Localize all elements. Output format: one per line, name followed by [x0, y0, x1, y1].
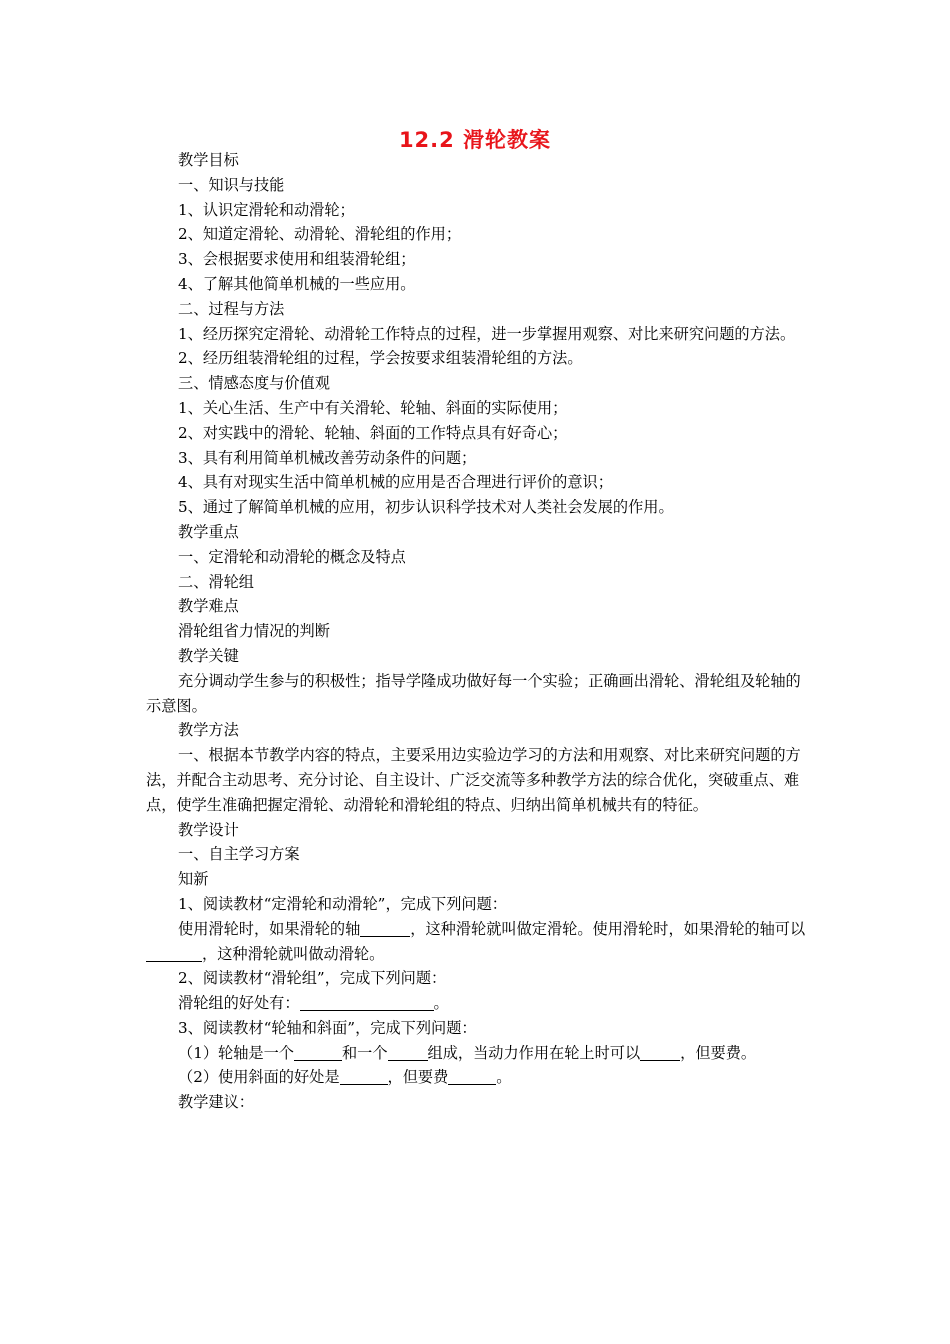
question-fragment: 使用滑轮时，如果滑轮的轴: [178, 919, 361, 938]
list-item: 4、了解其他简单机械的一些应用。: [178, 274, 416, 293]
fill-blank: [146, 944, 202, 962]
question-fragment: 。: [740, 1043, 757, 1062]
fill-blank: [294, 1043, 342, 1061]
process-heading: 二、过程与方法: [178, 299, 285, 318]
list-item: 二、滑轮组: [178, 572, 254, 591]
question-fragment: 组成，当动力作用在轮上时可以: [427, 1043, 641, 1062]
key-heading: 教学重点: [178, 522, 239, 541]
difficulty-heading: 教学难点: [178, 597, 239, 616]
question-text: [146, 917, 808, 967]
question-text: [146, 1065, 808, 1090]
design-heading: 教学设计: [178, 820, 239, 839]
fill-blank: [388, 1043, 428, 1061]
emotion-heading: 三、情感态度与价值观: [178, 374, 330, 393]
question-fragment: ，这种滑轮就叫做动滑轮。: [202, 944, 385, 963]
question-text: [146, 1041, 808, 1066]
goal-heading: 教学目标: [178, 151, 239, 169]
fill-blank: [300, 993, 434, 1011]
question: 2、阅读教材“滑轮组”，完成下列问题：: [178, 969, 447, 988]
question-fragment: 。: [433, 994, 449, 1013]
question-fragment: ，但要费: [387, 1068, 449, 1087]
subheading: 知新: [178, 870, 209, 889]
question-fragment: 和一个: [341, 1043, 388, 1062]
paragraph: 一、根据本节教学内容的特点，主要采用边实验边学习的方法和用观察、对比来研究问题的方法，并配合主动思考、充分讨论、自主设计、广泛交流等多种教学方法的综合优化，突破重点、难点，使学生准确把握定滑轮、动滑轮和滑轮组的特点、归纳出简单机械共有的特征。: [146, 746, 801, 814]
fill-blank: [340, 1067, 388, 1085]
question-fragment: ，但要费: [680, 1043, 741, 1062]
list-item: 滑轮组省力情况的判断: [178, 622, 330, 641]
knowledge-heading: 一、知识与技能: [178, 175, 285, 194]
list-item: 1、认识定滑轮和动滑轮；: [178, 200, 355, 219]
question: 1、阅读教材“定滑轮和动滑轮”，完成下列问题：: [178, 894, 507, 913]
list-item: 1、经历探究定滑轮、动滑轮工作特点的过程，进一步掌握用观察、对比来研究问题的方法。: [178, 324, 796, 343]
list-item: 4、具有对现实生活中简单机械的应用是否合理进行评价的意识；: [178, 473, 613, 492]
method-heading: 教学方法: [178, 721, 239, 740]
question-text: [146, 991, 808, 1016]
list-item: 5、通过了解简单机械的应用，初步认识科学技术对人类社会发展的作用。: [178, 498, 674, 517]
list-item: 一、自主学习方案: [178, 845, 300, 864]
fill-blank: [448, 1067, 496, 1085]
advice-heading: 教学建议：: [178, 1093, 254, 1112]
question: 3、阅读教材“轮轴和斜面”，完成下列问题：: [178, 1018, 477, 1037]
paragraph: 充分调动学生参与的积极性；指导学隆成功做好每一个实验；正确画出滑轮、滑轮组及轮轴的示意图。: [146, 671, 801, 715]
question-fragment: 。: [496, 1068, 512, 1087]
question-fragment: （2）使用斜面的好处是: [178, 1068, 340, 1087]
question-fragment: 滑轮组的好处有：: [178, 994, 300, 1013]
fill-blank: [640, 1043, 680, 1061]
fill-blank: [360, 919, 410, 937]
list-item: 1、关心生活、生产中有关滑轮、轮轴、斜面的实际使用；: [178, 398, 568, 417]
question-fragment: ，这种滑轮就叫做定滑轮。使用滑轮时，如果滑轮的轴可以: [410, 919, 806, 938]
list-item: 2、对实践中的滑轮、轮轴、斜面的工作特点具有好奇心；: [178, 423, 568, 442]
document-body: [146, 148, 808, 1115]
crux-heading: 教学关键: [178, 646, 239, 665]
list-item: 3、会根据要求使用和组装滑轮组；: [178, 250, 416, 269]
page-title: 12.2 滑轮教案: [398, 128, 552, 152]
list-item: 2、知道定滑轮、动滑轮、滑轮组的作用；: [178, 225, 462, 244]
list-item: 3、具有利用简单机械改善劳动条件的问题；: [178, 448, 477, 467]
question-fragment: （1）轮轴是一个: [178, 1043, 294, 1062]
list-item: 2、经历组装滑轮组的过程，学会按要求组装滑轮组的方法。: [178, 349, 583, 368]
list-item: 一、定滑轮和动滑轮的概念及特点: [178, 547, 406, 566]
